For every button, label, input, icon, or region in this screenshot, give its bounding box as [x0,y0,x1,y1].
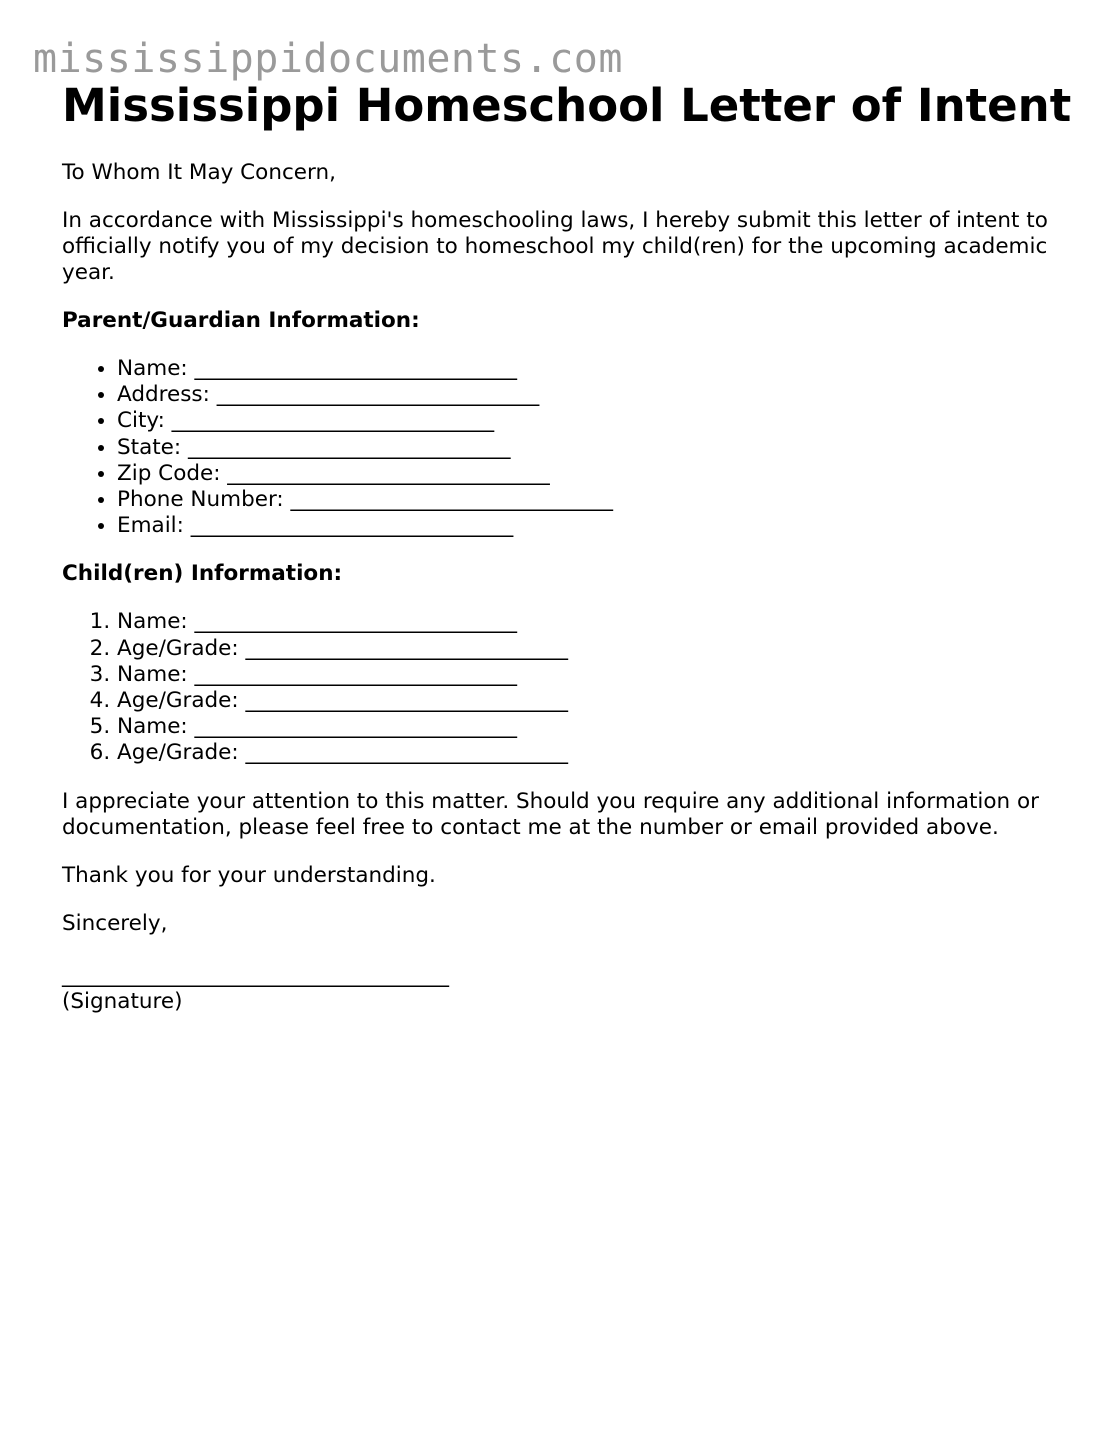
intro-paragraph: In accordance with Mississippi's homeschooling laws, I hereby submit this letter of intent to officially notify you of my decision to homeschool my child(ren) for the upcoming academic year. [62,208,1048,285]
children-info-list [62,609,1072,766]
child-2-name-field: 3. Name: ______________________________ [117,662,1072,688]
signature-label: (Signature) [62,988,183,1014]
parent-name-field: • Name: ______________________________ [117,356,1072,382]
parent-info-list [62,356,1072,539]
signature-line: ____________________________________ [62,962,449,988]
thanks-line: Thank you for your understanding. [62,862,436,888]
closing-paragraph: I appreciate your attention to this matter. Should you require any additional information or documentation, please feel free to contact me at the number or email provided above. [62,788,1040,840]
sign-off: Sincerely, [62,910,168,936]
document-page [62,78,1072,1015]
parent-phone-field: • Phone Number: ______________________________ [117,487,1072,513]
parent-state-field: • State: ______________________________ [117,435,1072,461]
parent-city-field: • City: ______________________________ [117,408,1072,434]
greeting: To Whom It May Concern, [62,160,336,185]
parent-section-heading: Parent/Guardian Information: [62,308,420,333]
child-3-name-field: 5. Name: ______________________________ [117,714,1072,740]
document-title: Mississippi Homeschool Letter of Intent [62,79,1072,132]
parent-email-field: • Email: ______________________________ [117,513,1072,539]
children-section-heading: Child(ren) Information: [62,561,343,587]
child-1-grade-field: 2. Age/Grade: ______________________________ [117,636,1072,662]
parent-zip-field: • Zip Code: ______________________________ [117,461,1072,487]
watermark: mississippidocuments.com [33,36,623,82]
parent-address-field: • Address: ______________________________ [117,382,1072,408]
child-3-grade-field: 6. Age/Grade: ______________________________ [117,740,1072,766]
child-1-name-field: 1. Name: ______________________________ [117,609,1072,635]
child-2-grade-field: 4. Age/Grade: ______________________________ [117,688,1072,714]
